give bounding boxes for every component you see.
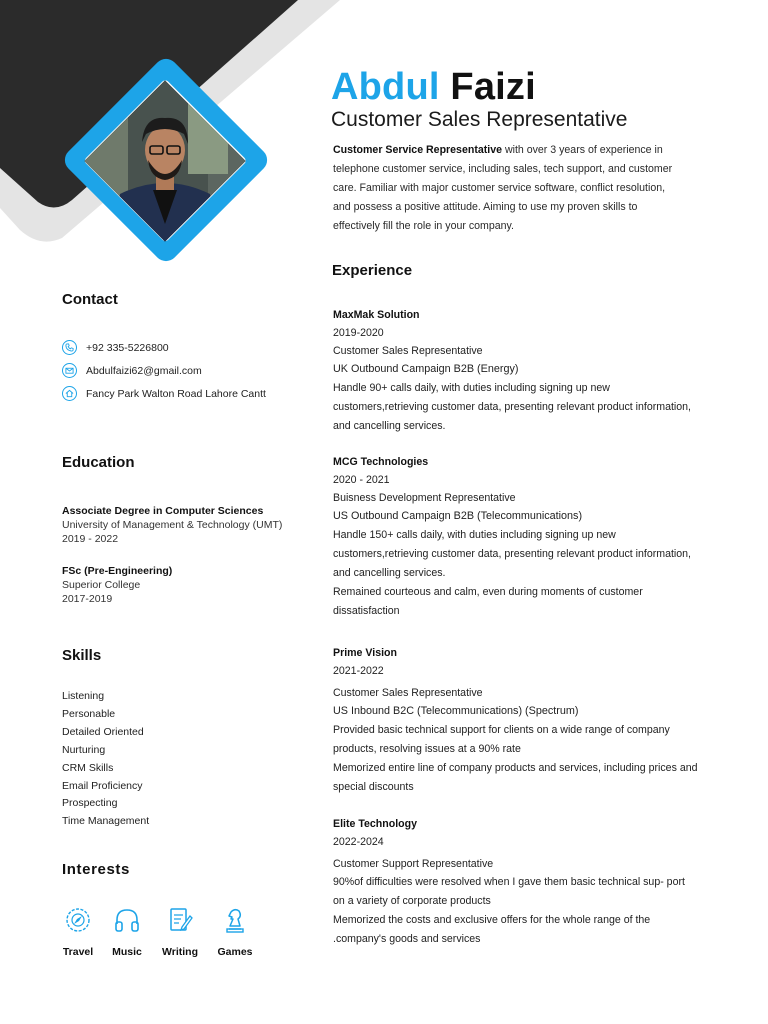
years: 2017-2019 — [62, 593, 113, 605]
interest-music — [97, 905, 157, 958]
headphones-icon — [112, 905, 142, 935]
skill-item: Personable — [62, 707, 116, 720]
contact-address — [62, 386, 266, 401]
contact-phone[interactable] — [62, 340, 169, 355]
writing-icon — [165, 905, 195, 935]
phone-number: +92 335-5226800 — [86, 341, 169, 354]
phone-icon — [62, 340, 77, 355]
years: 2019 - 2022 — [62, 533, 119, 545]
interest-label: Music — [112, 946, 142, 958]
role: Buisness Development Representative — [333, 492, 516, 504]
last-name: Faizi — [450, 66, 536, 108]
role: Customer Sales Representative — [333, 345, 483, 357]
first-name: Abdul — [331, 66, 440, 108]
interests-heading: Interests — [62, 861, 130, 878]
company: Elite Technology — [333, 818, 417, 830]
job-entry — [333, 644, 698, 797]
skill-item: Prospecting — [62, 797, 118, 810]
school: University of Management & Technology (UMT) — [62, 519, 283, 531]
street-address: Fancy Park Walton Road Lahore Cantt — [86, 387, 266, 400]
description: 90%of difficulties were resolved when I gave them basic technical sup- port on a variety of corporate products — [333, 876, 685, 907]
summary-text: with over 3 years of experience in telephone customer service, including sales, tech support, and customer care. Familiar with major customer service software, conflict resolution, and possess a positive attitude. Aiming to use my proven skills to effectively fill the role in your company. — [333, 144, 673, 232]
contact-heading: Contact — [62, 291, 118, 308]
skills-list — [62, 688, 149, 831]
years: 2019-2020 — [333, 327, 384, 339]
skill-item: Time Management — [62, 815, 150, 828]
contact-email[interactable] — [62, 363, 202, 378]
interest-label: Writing — [162, 946, 198, 958]
years: 2021-2022 — [333, 665, 384, 677]
mail-icon — [62, 363, 77, 378]
job-entry — [333, 815, 698, 949]
degree: Associate Degree in Computer Sciences — [62, 505, 264, 517]
company: MCG Technologies — [333, 456, 429, 468]
description: Handle 150+ calls daily, with duties including signing up new customers,retrieving customer data, presenting relevant product information, and cancelling services. — [333, 529, 692, 579]
email-address: Abdulfaizi62@gmail.com — [86, 364, 202, 377]
description: Remained courteous and calm, even during moments of customer dissatisfaction — [333, 586, 643, 617]
campaign: US Outbound Campaign B2B (Telecommunications) — [333, 510, 583, 522]
company: Prime Vision — [333, 647, 397, 659]
years: 2022-2024 — [333, 836, 384, 848]
skill-item: Nurturing — [62, 743, 106, 756]
description: Memorized the costs and exclusive offers for the whole range of the .company's goods and services — [333, 914, 651, 945]
degree: FSc (Pre-Engineering) — [62, 565, 173, 577]
job-entry — [333, 453, 698, 621]
summary-lead: Customer Service Representative — [333, 144, 502, 156]
description: Memorized entire line of company products and services, including prices and special discounts — [333, 762, 698, 793]
skill-item: CRM Skills — [62, 761, 114, 774]
skill-item: Listening — [62, 690, 105, 702]
education-item — [62, 504, 282, 546]
skill-item: Email Proficiency — [62, 779, 143, 792]
role: Customer Sales Representative — [333, 687, 483, 699]
description: Handle 90+ calls daily, with duties including signing up new customers,retrieving customer data, presenting relevant product information, and cancelling services. — [333, 382, 692, 432]
company: MaxMak Solution — [333, 309, 420, 321]
interest-games — [205, 905, 265, 958]
skills-heading: Skills — [62, 647, 102, 664]
job-title: Customer Sales Representative — [331, 108, 628, 131]
campaign: UK Outbound Campaign B2B (Energy) — [333, 363, 519, 375]
education-heading: Education — [62, 454, 135, 471]
compass-icon — [63, 905, 93, 935]
years: 2020 - 2021 — [333, 474, 390, 486]
full-name — [331, 64, 536, 110]
interest-writing — [150, 905, 210, 958]
campaign: US Inbound B2C (Telecommunications) (Spectrum) — [333, 705, 579, 717]
education-item — [62, 564, 172, 606]
home-icon — [62, 386, 77, 401]
interest-label: Travel — [62, 946, 94, 958]
experience-heading: Experience — [332, 262, 413, 279]
job-entry — [333, 306, 698, 436]
description: Provided basic technical support for clients on a wide range of company products, resolving issues at a 90% rate — [333, 724, 670, 755]
school: Superior College — [62, 579, 141, 591]
skill-item: Detailed Oriented — [62, 725, 144, 738]
interest-label: Games — [217, 946, 253, 958]
summary — [333, 141, 683, 236]
role: Customer Support Representative — [333, 858, 494, 870]
chess-knight-icon — [220, 905, 250, 935]
